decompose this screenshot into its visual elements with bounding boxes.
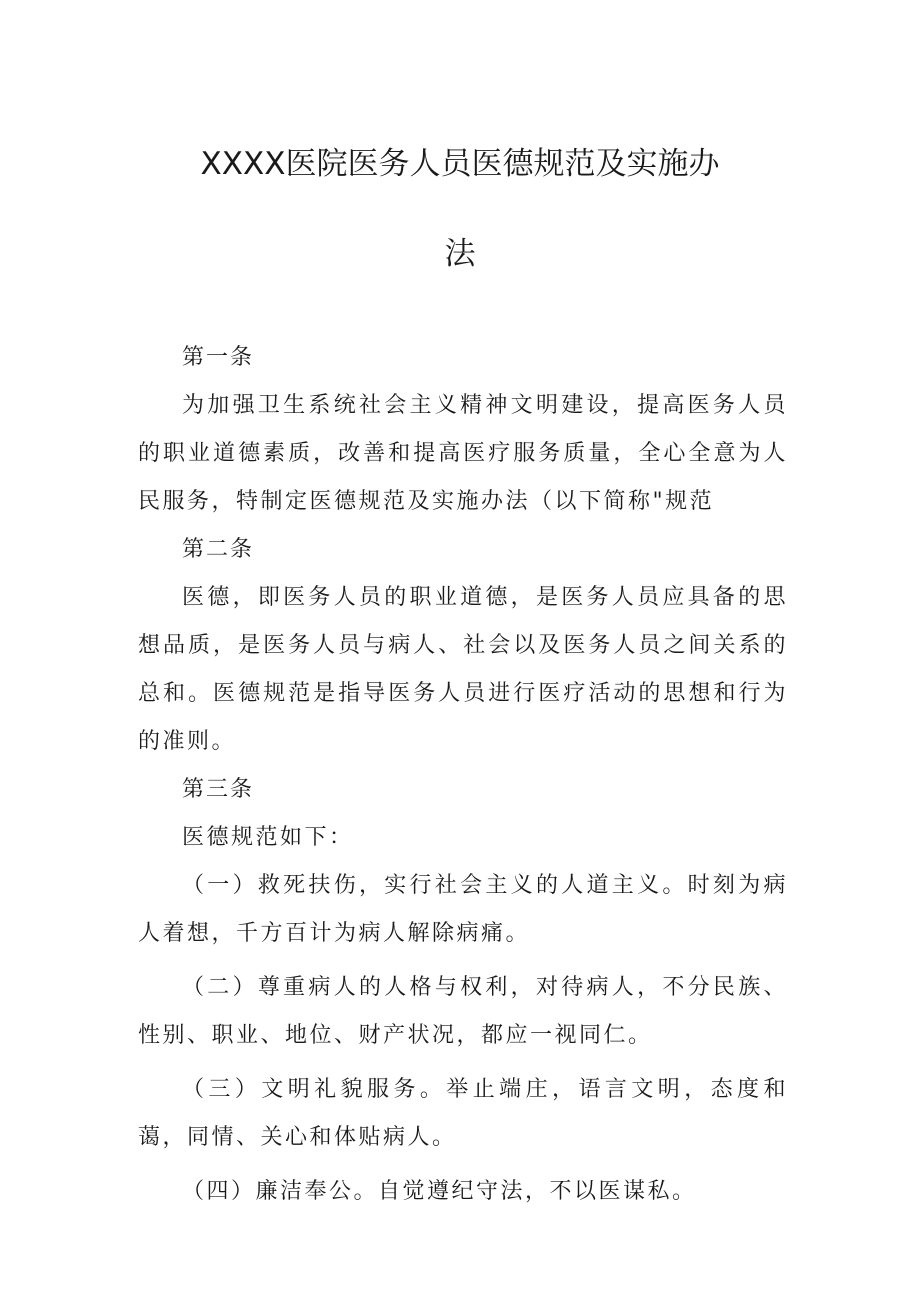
norm-item-1: （一）救死扶伤，实行社会主义的人道主义。时刻为病人着想，千方百计为病人解除病痛。 (138, 873, 788, 946)
article-3-intro: 医德规范如下： (182, 825, 354, 850)
article-2-text: 医德，即医务人员的职业道德，是医务人员应具备的思想品质，是医务人员与病人、社会以及医务人员之间关系的总和。医德规范是指导医务人员进行医疗活动的思想和行为的准则。 (138, 585, 788, 754)
document-body (138, 334, 788, 1216)
document-title-line-1: XXXX医院医务人员医德规范及实施办 (200, 146, 720, 182)
article-2-heading: 第二条 (182, 537, 255, 562)
norm-item-4: （四）廉洁奉公。自觉遵纪守法，不以医谋私。 (182, 1179, 697, 1204)
article-1-text: 为加强卫生系统社会主义精神文明建设，提高医务人员的职业道德素质，改善和提高医疗服务质量，全心全意为人民服务，特制定医德规范及实施办法（以下简称"规范 (138, 393, 788, 514)
article-1-heading: 第一条 (182, 345, 255, 370)
article-3-heading: 第三条 (182, 777, 255, 802)
norm-item-2: （二）尊重病人的人格与权利，对待病人，不分民族、性别、职业、地位、财产状况，都应一视同仁。 (138, 975, 788, 1048)
norm-item-3: （三）文明礼貌服务。举止端庄，语言文明，态度和蔼，同情、关心和体贴病人。 (138, 1077, 788, 1150)
document-title-line-2: 法 (444, 236, 476, 272)
